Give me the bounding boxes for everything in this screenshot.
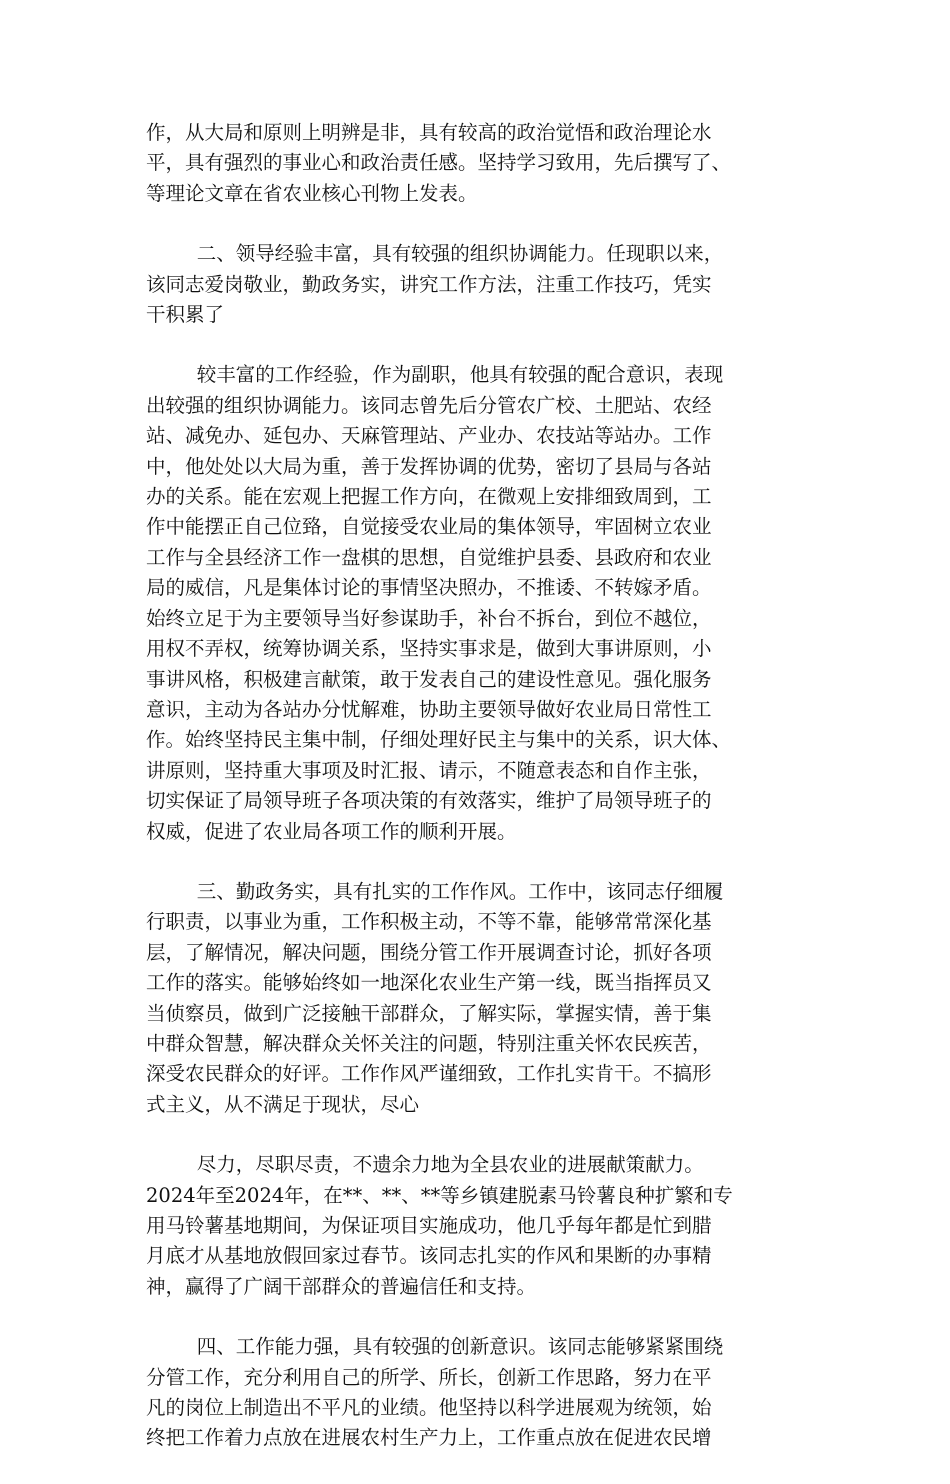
paragraph-section-four: 四、工作能力强，具有较强的创新意识。该同志能够紧紧围绕 分管工作，充分利用自己的所学、所长，创新工作思路，努力在平 凡的岗位上制造出不平凡的业绩。他坚持以科学进展观为统领，始 终把工作着力点放在进展农村生产力上，工作重点放在促进农民增 [146, 1335, 724, 1450]
paragraph-section-three: 三、勤政务实，具有扎实的工作作风。工作中，该同志仔细履 行职责，以事业为重，工作积极主动，不等不靠，能够常常深化基 层，了解情况，解决问题，围绕分管工作开展调查讨论，抓好各项 工作的落实。能够始终如一地深化农业生产第一线，既当指挥员又 当侦察员，做到广泛接触干部群众，了解实际，掌握实情，善于集 中群众智慧，解决群众关怀关注的问题，特别注重关怀农民疾苦， 深受农民群众的好评。工作作风严谨细致，工作扎实肯干。不搞形 式主义，从不满足于现状，尽心 [146, 879, 724, 1116]
paragraph-work-experience: 较丰富的工作经验，作为副职，他具有较强的配合意识，表现 出较强的组织协调能力。该同志曾先后分管农广校、土肥站、农经 站、减免办、延包办、天麻管理站、产业办、农技站等站办。工作 中，他处处以大局为重，善于发挥协调的优势，密切了县局与各站 办的关系。能在宏观上把握工作方向，在微观上安排细致周到，工 作中能摆正自己位臵，自觉接受农业局的集体领导，牢固树立农业 工作与全县经济工作一盘棋的思想，自觉维护县委、县政府和农业 局的威信，凡是集体讨论的事情坚决照办，不推诿、不转嫁矛盾。 始终立足于为主要领导当好参谋助手，补台不拆台，到位不越位， 用权不弄权，统筹协调关系，坚持实事求是，做到大事讲原则，小 事讲风格，积极建言献策，敢于发表自己的建设性意见。强化服务 意识，主动为各站办分忧解难，协助主要领导做好农业局日常性工 作。始终坚持民主集中制，仔细处理好民主与集中的关系，识大体、 讲原则，坚持重大事项及时汇报、请示，不随意表态和自作主张， 切实保证了局领导班子各项决策的有效落实，维护了局领导班子的 权威，促进了农业局各项工作的顺利开展。 [146, 363, 732, 843]
document-page [146, 118, 808, 1484]
paragraph-continuation: 作，从大局和原则上明辨是非，具有较高的政治觉悟和政治理论水 平，具有强烈的事业心和政治责任感。坚持学习致用，先后撰写了、 等理论文章在省农业核心刊物上发表。 [146, 121, 732, 205]
paragraph-section-two: 二、领导经验丰富，具有较强的组织协调能力。任现职以来， 该同志爱岗敬业，勤政务实，讲究工作方法，注重工作技巧，凭实 干积累了 [146, 242, 724, 327]
paragraph-dedication: 尽力，尽职尽责，不遗余力地为全县农业的进展献策献力。 2024年至2024年，在**、**、**等乡镇建脱素马铃薯良种扩繁和专 用马铃薯基地期间，为保证项目实施成功，他几乎每年都是忙到腊 月底才从基地放假回家过春节。该同志扎实的作风和果断的办事精 神，赢得了广阔干部群众的普遍信任和支持。 [146, 1153, 733, 1298]
